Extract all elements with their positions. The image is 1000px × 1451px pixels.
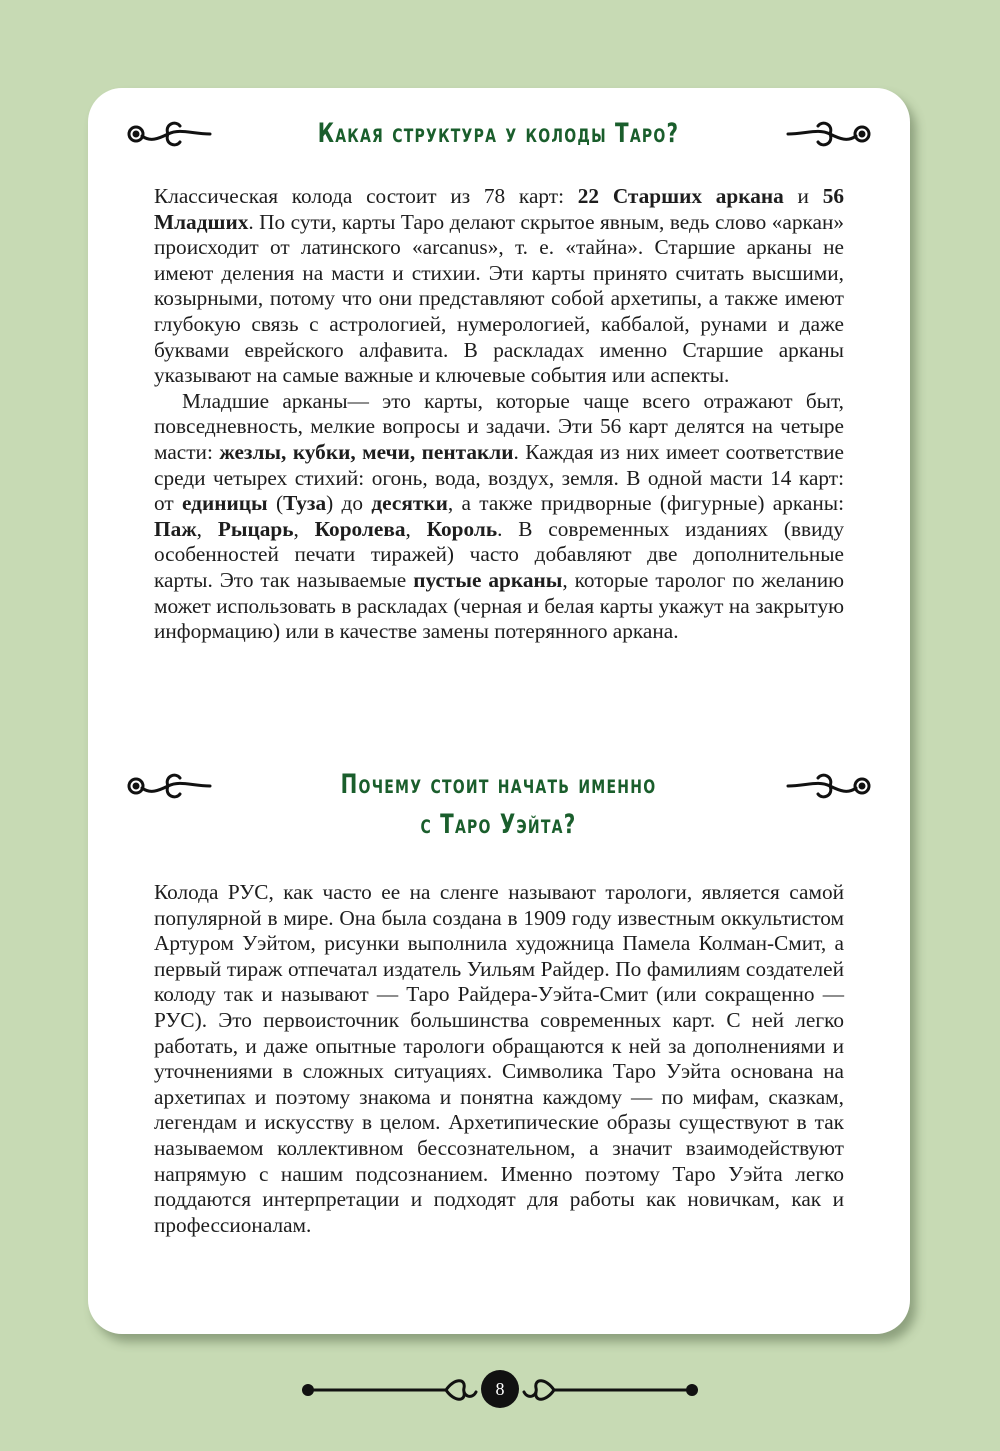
section2-paragraph-1: Колода РУС, как часто ее на сленге называют тарологи, является самой популярной в мире. Она была создана в 1909 году известным оккультистом Артуром Уэйтом, рисунки выполнила художница Памела Колман-Смит, а первый тираж отпечатал издатель Уильям Райдер. По фамилиям создателей колоду так и называют — Таро Райдера-Уэйта-Смит (или сокращенно — РУС). Это первоисточник большинства современных карт. С ней легко работать, и даже опытные тарологи обращаются к ней за дополнениями и уточнениями в сложных ситуациях. Символика Таро Уэйта основана на архетипах и поэтому знакома и понятна каждому — по мифам, сказкам, легендам и искусству в целом. Архетипические образы существуют в так называемом коллективном бессознательном, а значит взаимодействуют напрямую с нашим подсознанием. Именно поэтому Таро Уэйта легко поддаются интерпретации и подходят для работы как новичкам, как и профессионалам. xyxy=(154,880,844,1237)
text-run: , xyxy=(293,516,315,541)
section2-heading-row xyxy=(88,764,910,846)
section1-body xyxy=(154,184,844,645)
text-run: ( xyxy=(267,491,284,516)
page-number: 8 xyxy=(481,1370,519,1408)
bold-run: Королева xyxy=(314,516,406,541)
section1-paragraph-1 xyxy=(154,184,844,389)
section1-paragraph-2 xyxy=(154,389,844,645)
bold-run: Рыцарь xyxy=(217,516,294,541)
section2-title-line1: Почему стоит начать именно xyxy=(341,769,657,800)
section2-title xyxy=(341,765,657,845)
text-run: . В современных изданиях (ввиду особенностей печати тиражей) часто добавляют две дополнительные карты. Это так называемые xyxy=(154,516,844,592)
section2-title-line2: с Таро Уэйта? xyxy=(420,809,578,840)
bold-run: 56 Младших xyxy=(154,184,844,234)
section2-body xyxy=(154,880,844,1238)
flourish-left-ornament xyxy=(122,114,214,154)
text-run: , которые таролог по желанию может использовать в раскладах (черная и белая карты укажут на закрытую информацию) или в качестве замены потерянного аркана. xyxy=(154,567,844,644)
text-run: , xyxy=(405,516,427,541)
bold-run: десятки xyxy=(371,491,448,516)
flourish-left-ornament xyxy=(122,766,214,806)
text-run: , а также придворные (фигурные) арканы: xyxy=(447,491,844,516)
text-run: Классическая колода состоит из 78 карт: xyxy=(154,184,578,208)
bold-run: пустые арканы xyxy=(413,567,563,592)
bold-run: единицы xyxy=(182,491,268,516)
text-run: . Каждая из них имеет соответствие среди четырех стихий: огонь, вода, воздух, земля. В одной масти 14 карт: от xyxy=(154,439,844,516)
section1-heading-row xyxy=(88,114,910,154)
bold-run: жезлы, кубки, мечи, пентакли xyxy=(219,439,514,464)
text-run: . По сути, карты Таро делают скрытое явным, ведь слово «аркан» происходит от латинского «arcanus», т. е. «тайна». Старшие арканы не имеют деления на масти и стихии. Эти карты принято считать высшими, козырными, потому что они представляют собой архетипы, а также имеют глубокую связь с астрологией, нумерологией, каббалой, рунами и даже буквами еврейского алфавита. В раскладах именно Старшие арканы указывают на самые важные и ключевые события или аспекты. xyxy=(154,209,844,388)
flourish-right-ornament xyxy=(784,114,876,154)
text-run: ) до xyxy=(326,491,372,516)
bold-run: 22 Старших аркана xyxy=(577,184,784,208)
bold-run: Туза xyxy=(283,491,327,516)
page-card xyxy=(88,88,910,1334)
text-run: и xyxy=(783,184,823,208)
bold-run: Паж xyxy=(154,516,197,541)
text-run: Младшие арканы— это карты, которые чаще всего отражают быт, повседневность, мелкие вопросы и задачи. Эти 56 карт делятся на четыре масти: xyxy=(154,388,844,464)
text-run: , xyxy=(196,516,218,541)
flourish-right-ornament xyxy=(784,766,876,806)
bold-run: Король xyxy=(426,516,498,541)
section1-title: Какая структура у колоды Таро? xyxy=(318,118,680,149)
